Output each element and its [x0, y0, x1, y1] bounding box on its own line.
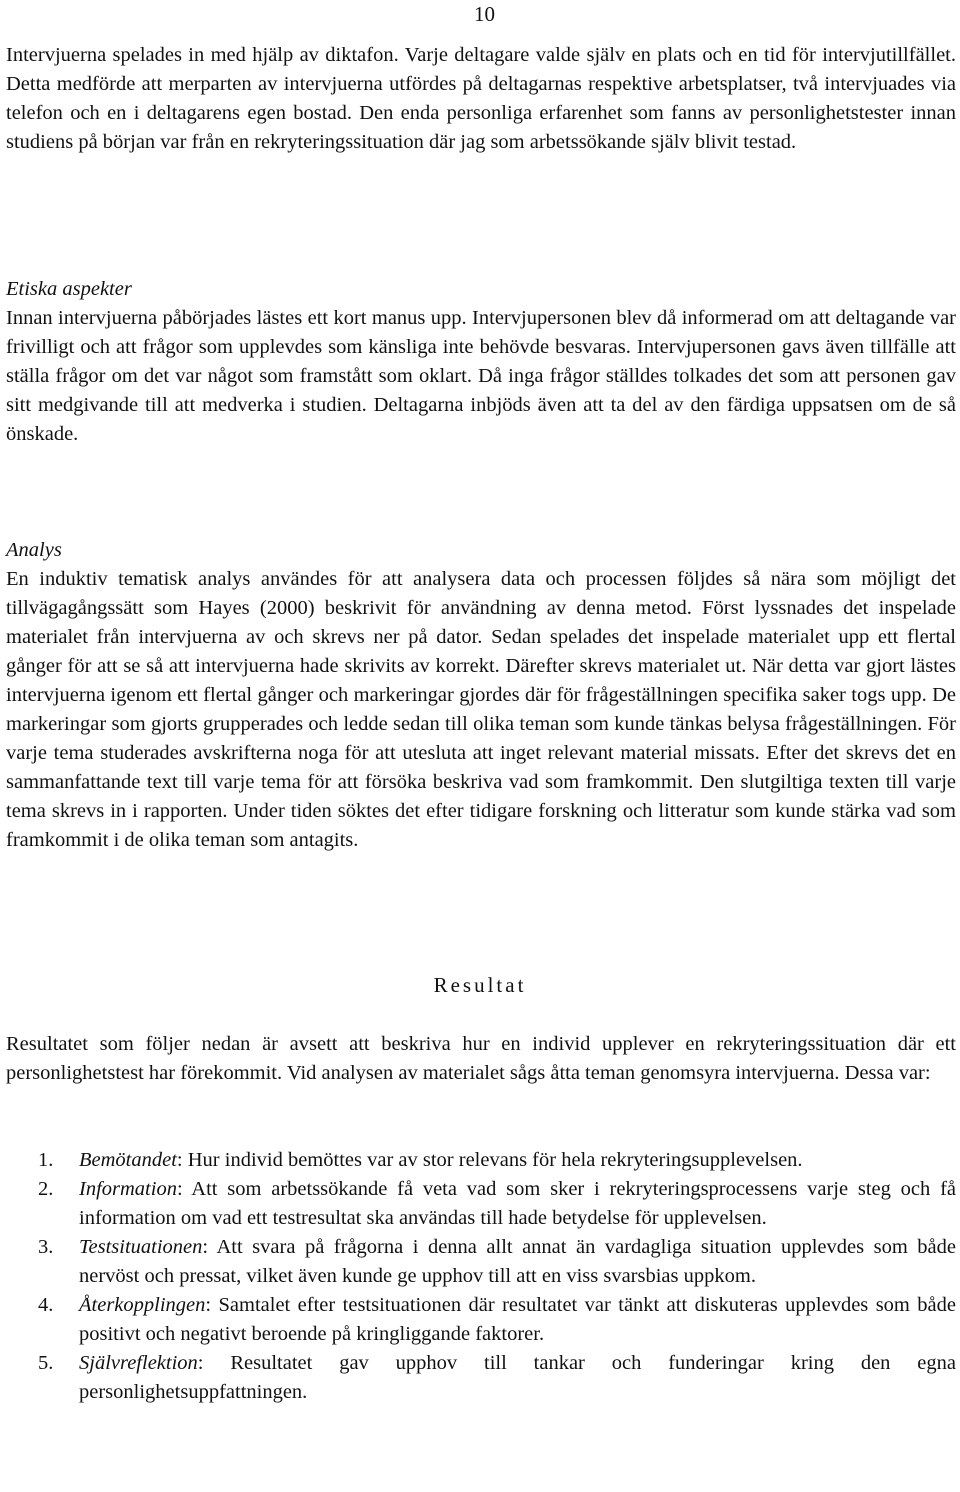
ethics-heading: Etiska aspekter	[6, 278, 132, 300]
list-item	[38, 1175, 956, 1233]
page-number: 10	[474, 2, 495, 26]
list-item-term: Information	[79, 1178, 177, 1200]
list-item	[38, 1233, 956, 1291]
list-item-term: Testsituationen	[79, 1236, 203, 1258]
ethics-paragraph: Innan intervjuerna påbörjades lästes ett kort manus upp. Intervjupersonen blev då informerad om att deltagande var frivilligt och att frågor som upplevdes som känsliga inte behövde besvaras. Intervjupersonen gavs även tillfälle att ställa frågor om det var något som framstått som oklart. Då inga frågor ställdes tolkades det som att personen gav sitt medgivande till att medverka i studien. Deltagarna inbjöds även att ta del av den färdiga uppsatsen om de så önskade.	[6, 307, 956, 445]
list-item-number: 1.	[38, 1149, 54, 1171]
list-item-number: 3.	[38, 1236, 54, 1258]
list-item-number: 2.	[38, 1178, 54, 1200]
list-item-text: : Samtalet efter testsituationen där resultatet var tänkt att diskuteras upplevdes som både positivt och negativt beroende på kringliggande faktorer.	[79, 1294, 956, 1345]
list-item-text: : Hur individ bemöttes var av stor relevans för hela rekryteringsupplevelsen.	[176, 1149, 803, 1171]
intro-section	[6, 41, 956, 157]
ethics-section	[6, 275, 956, 449]
list-item	[38, 1291, 956, 1349]
list-item-number: 4.	[38, 1294, 54, 1316]
list-item-number: 5.	[38, 1352, 54, 1374]
results-section	[6, 1030, 956, 1088]
themes-list	[38, 1146, 956, 1407]
analysis-heading: Analys	[6, 539, 62, 561]
list-item-term: Bemötandet	[79, 1149, 177, 1171]
list-item-text: : Att svara på frågorna i denna allt annat än vardagliga situation upplevdes som både nervöst och pressat, vilket även kunde ge upphov till att en viss svarsbias uppkom.	[79, 1236, 956, 1287]
list-item-term: Återkopplingen	[79, 1294, 206, 1316]
intro-paragraph: Intervjuerna spelades in med hjälp av diktafon. Varje deltagare valde själv en plats och en tid för intervjutillfället. Detta medförde att merparten av intervjuerna utfördes på deltagarnas respektive arbetsplatser, två intervjuades via telefon och en i deltagarens egen bostad. Den enda personliga erfarenhet som fanns av personlighetstester innan studiens på början var från en rekryteringssituation där jag som arbetssökande själv blivit testad.	[6, 44, 956, 153]
list-item-term: Självreflektion	[79, 1352, 198, 1374]
list-item-text: : Resultatet gav upphov till tankar och funderingar kring den egna personlighetsuppfattningen.	[79, 1352, 956, 1403]
results-heading: Resultat	[433, 973, 527, 997]
list-item-text: : Att som arbetssökande få veta vad som sker i rekryteringsprocessens varje steg och få information om vad ett testresultat ska användas till hade betydelse för upplevelsen.	[79, 1178, 956, 1229]
analysis-section	[6, 536, 956, 855]
results-paragraph: Resultatet som följer nedan är avsett att beskriva hur en individ upplever en rekryteringssituation där ett personlighetstest har förekommit. Vid analysen av materialet sågs åtta teman genomsyra intervjuerna. Dessa var:	[6, 1033, 956, 1084]
list-item	[38, 1349, 956, 1407]
analysis-paragraph: En induktiv tematisk analys användes för att analysera data och processen följdes så nära som möjligt det tillvägagångssätt som Hayes (2000) beskrivit för användning av denna metod. Först lyssnades det inspelade materialet från intervjuerna av och skrevs ner på dator. Sedan spelades det inspelade materialet upp ett flertal gånger för att se så att intervjuerna hade skrivits av korrekt. Därefter skrevs materialet ut. När detta var gjort lästes intervjuerna igenom ett flertal gånger och markeringar gjordes där för frågeställningen specifika saker togs upp. De markeringar som gjorts grupperades och ledde sedan till olika teman som kunde tänkas belysa frågeställningen. För varje tema studerades avskrifterna noga för att utesluta att inget relevant material missats. Efter det skrevs det en sammanfattande text till varje tema för att försöka beskriva vad som framkommit. Den slutgiltiga texten till varje tema skrevs in i rapporten. Under tiden söktes det efter tidigare forskning och litteratur som kunde stärka vad som framkommit i de olika teman som antagits.	[6, 568, 956, 851]
list-item	[38, 1146, 956, 1175]
